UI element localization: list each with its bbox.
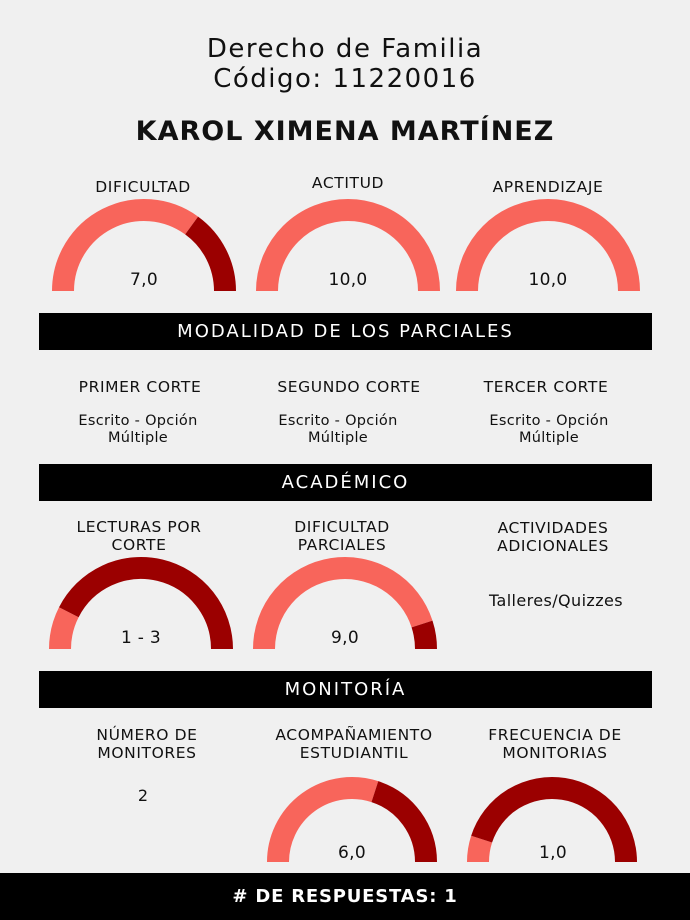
acompanamiento-label-line1: ACOMPAÑAMIENTO	[275, 726, 433, 744]
frecuencia-label-line1: FRECUENCIA DE	[488, 726, 622, 744]
lecturas-label-line1: LECTURAS POR	[76, 518, 202, 536]
parcial-label-3: TERCER CORTE	[483, 378, 609, 396]
acompanamiento-label-line2: ESTUDIANTIL	[299, 744, 409, 762]
gauge-label-aprendizaje: APRENDIZAJE	[492, 178, 604, 196]
course-name: Derecho de Familia	[206, 34, 484, 64]
section-bar-academico: ACADÉMICO	[39, 464, 652, 501]
parcial-label-1: PRIMER CORTE	[78, 378, 202, 396]
gauge-value-lecturas: 1 - 3	[120, 628, 162, 648]
course-title	[0, 34, 690, 94]
gauge-filled-arc	[60, 612, 69, 649]
gauge-remaining-arc	[422, 624, 426, 649]
gauge-value-frecuencia: 1,0	[539, 843, 567, 863]
gauge-value-acompanamiento: 6,0	[338, 843, 366, 863]
monitoria-label-frecuencia	[455, 726, 655, 762]
gauge-value-dificultad-parciales: 9,0	[331, 628, 359, 648]
parcial-value-3	[449, 413, 649, 447]
dificultad-parciales-label-line2: PARCIALES	[297, 536, 387, 554]
monitoria-label-numero	[47, 726, 247, 762]
numero-label-line2: MONITORES	[97, 744, 197, 762]
parcial-value-1-line2: Múltiple	[108, 430, 168, 446]
frecuencia-label-line2: MONITORIAS	[502, 744, 608, 762]
parcial-value-2-line2: Múltiple	[308, 430, 368, 446]
course-code: Código: 11220016	[213, 64, 477, 94]
gauge-remaining-arc	[192, 225, 225, 291]
parcial-value-1	[38, 413, 238, 447]
gauge-value-dificultad: 7,0	[130, 270, 158, 290]
footer-responses: # DE RESPUESTAS: 1	[0, 873, 690, 920]
parcial-value-1-line1: Escrito - Opción	[78, 413, 198, 429]
lecturas-label-line2: CORTE	[111, 536, 167, 554]
gauge-value-actitud: 10,0	[328, 270, 368, 290]
academico-label-actividades	[453, 519, 653, 555]
actividades-label-line1: ACTIVIDADES	[497, 519, 609, 537]
parcial-label-2: SEGUNDO CORTE	[277, 378, 421, 396]
parcial-value-2-line1: Escrito - Opción	[278, 413, 398, 429]
monitoria-label-acompanamiento	[254, 726, 454, 762]
actividades-value: Talleres/Quizzes	[488, 591, 624, 610]
dificultad-parciales-label-line1: DIFICULTAD	[294, 518, 390, 536]
section-bar-parciales: MODALIDAD DE LOS PARCIALES	[39, 313, 652, 350]
parcial-value-2	[238, 413, 438, 447]
parcial-value-3-line1: Escrito - Opción	[489, 413, 609, 429]
numero-monitores-value: 2	[137, 786, 149, 805]
gauge-value-aprendizaje: 10,0	[528, 270, 568, 290]
numero-label-line1: NÚMERO DE	[96, 726, 198, 744]
gauge-label-actitud: ACTITUD	[311, 174, 385, 192]
gauge-filled-arc	[478, 839, 482, 862]
actividades-label-line2: ADICIONALES	[497, 537, 609, 555]
section-bar-monitoria: MONITORÍA	[39, 671, 652, 708]
student-name: KAROL XIMENA MARTÍNEZ	[135, 116, 555, 147]
parcial-value-3-line2: Múltiple	[519, 430, 579, 446]
gauge-label-dificultad: DIFICULTAD	[95, 178, 191, 196]
